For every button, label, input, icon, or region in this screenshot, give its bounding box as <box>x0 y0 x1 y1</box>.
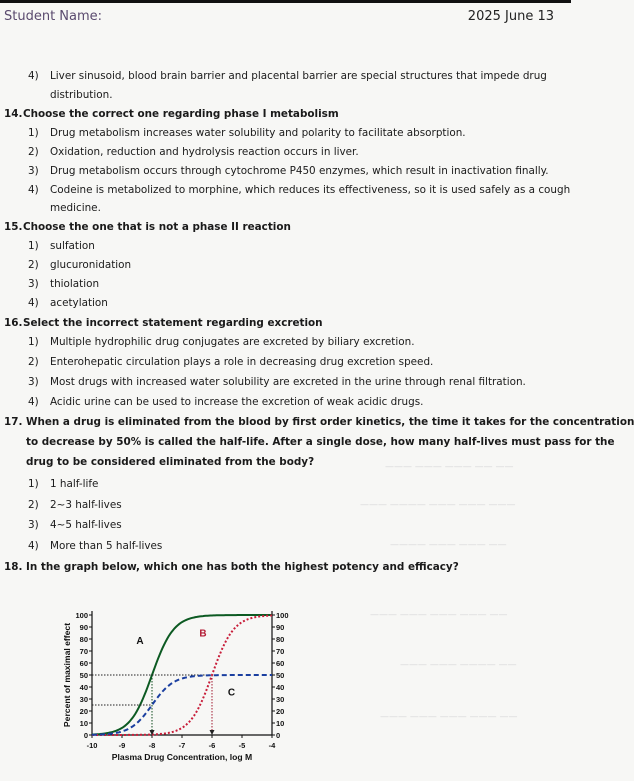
x-tick-label: -7 <box>178 741 186 750</box>
q14-option-4 <box>28 183 570 197</box>
carry-option-4-cont: distribution. <box>50 89 113 101</box>
option-number: 2) <box>28 356 39 368</box>
option-text: Oxidation, reduction and hydrolysis reaction occurs in liver. <box>50 146 359 158</box>
question-text: Choose the correct one regarding phase I metabolism <box>23 108 339 120</box>
y-tick-label-left: 50 <box>79 671 88 680</box>
question-text: In the graph below, which one has both the highest potency and efficacy? <box>26 561 459 573</box>
q16-option-3 <box>28 375 526 389</box>
question-14 <box>4 107 339 121</box>
y-tick-label-left: 30 <box>79 695 88 704</box>
option-number: 2) <box>28 499 39 511</box>
option-text: sulfation <box>50 240 95 252</box>
question-16 <box>4 316 323 330</box>
q17-option-1 <box>28 477 98 491</box>
option-text: Drug metabolism occurs through cytochrome P450 enzymes, which result in inactivation finally. <box>50 165 549 177</box>
option-text: glucuronidation <box>50 259 132 271</box>
option-text: Enterohepatic circulation plays a role in decreasing drug excretion speed. <box>50 356 434 368</box>
dose-response-chart <box>60 598 310 776</box>
q14-option-1 <box>28 126 466 140</box>
option-number: 4) <box>28 70 39 82</box>
q16-option-4 <box>28 395 423 409</box>
y-tick-label-right: 50 <box>276 671 285 680</box>
y-tick-label-left: 40 <box>79 683 88 692</box>
option-text: 4~5 half-lives <box>50 519 122 531</box>
bleed-through-text: ——— ———— ——— ——— ——— <box>360 500 516 510</box>
series-label-a: A <box>136 635 144 647</box>
y-tick-label-left: 100 <box>75 611 88 620</box>
q14-option-2 <box>28 145 359 159</box>
series-label-c: C <box>227 687 236 699</box>
option-text: acetylation <box>50 297 108 309</box>
question-number: 18. <box>4 561 23 573</box>
y-tick-label-left: 60 <box>79 659 88 668</box>
question-number: 17. <box>4 416 23 428</box>
exam-date: 2025 June 13 <box>467 9 554 24</box>
option-number: 4) <box>28 297 39 309</box>
option-number: 4) <box>28 396 39 408</box>
x-tick-label: -6 <box>208 741 216 750</box>
option-text: thiolation <box>50 278 100 290</box>
option-text: Drug metabolism increases water solubility and polarity to facilitate absorption. <box>50 127 466 139</box>
q15-option-4 <box>28 296 108 310</box>
question-17 <box>4 415 634 429</box>
y-tick-label-left: 0 <box>83 731 88 740</box>
option-text: Liver sinusoid, blood brain barrier and placental barrier are special structures that impede drug <box>50 70 547 82</box>
q16-option-2 <box>28 355 433 369</box>
option-number: 1) <box>28 336 39 348</box>
bleed-through-text: ——— ——— ———— —— <box>400 660 517 670</box>
student-name-label: Student Name: <box>4 9 103 24</box>
option-number: 4) <box>28 184 39 196</box>
question-text: Select the incorrect statement regarding excretion <box>23 317 323 329</box>
q15-option-1 <box>28 239 95 253</box>
option-text: Codeine is metabolized to morphine, which reduces its effectiveness, so it is used safely as a cough <box>50 184 571 196</box>
x-tick-label: -4 <box>268 741 276 750</box>
option-text: Multiple hydrophilic drug conjugates are excreted by biliary excretion. <box>50 336 415 348</box>
carry-option-4 <box>28 69 547 83</box>
question-number: 15. <box>4 221 23 233</box>
y-tick-label-right: 70 <box>276 647 285 656</box>
option-number: 3) <box>28 278 39 290</box>
y-tick-label-right: 0 <box>276 731 281 740</box>
y-tick-label-right: 10 <box>276 719 285 728</box>
ec50-arrowhead <box>210 730 215 735</box>
y-tick-label-left: 70 <box>79 647 88 656</box>
y-tick-label-right: 60 <box>276 659 285 668</box>
top-border <box>0 0 571 3</box>
question-text: Choose the one that is not a phase II reaction <box>23 221 291 233</box>
x-tick-label: -5 <box>238 741 246 750</box>
y-tick-label-right: 90 <box>276 623 285 632</box>
q14-option-3 <box>28 164 549 178</box>
y-tick-label-right: 20 <box>276 707 285 716</box>
x-tick-label: -10 <box>86 741 98 750</box>
option-number: 4) <box>28 540 39 552</box>
x-axis-label: Plasma Drug Concentration, log M <box>111 752 253 762</box>
bleed-through-text: ——— ——— ——— ——— —— <box>380 712 518 722</box>
question-number: 16. <box>4 317 23 329</box>
option-text: 1 half-life <box>50 478 99 490</box>
y-tick-label-left: 80 <box>79 635 88 644</box>
option-text: Acidic urine can be used to increase the excretion of weak acidic drugs. <box>50 396 424 408</box>
y-tick-label-left: 90 <box>79 623 88 632</box>
question-18 <box>4 560 459 574</box>
q15-option-3 <box>28 277 99 291</box>
option-number: 2) <box>28 259 39 271</box>
y-tick-label-right: 80 <box>276 635 285 644</box>
x-tick-label: -8 <box>148 741 156 750</box>
option-number: 1) <box>28 240 39 252</box>
series-label-b: B <box>199 628 207 640</box>
q15-option-2 <box>28 258 131 272</box>
q17-option-2 <box>28 498 122 512</box>
y-axis-label: Percent of maximal effect <box>62 622 72 728</box>
q16-option-1 <box>28 335 415 349</box>
q14-option-4-cont: medicine. <box>50 202 101 214</box>
option-number: 3) <box>28 519 39 531</box>
option-text: 2~3 half-lives <box>50 499 122 511</box>
question-17-line-2: to decrease by 50% is called the half-life. After a single dose, how many half-lives must pass for the <box>26 436 615 448</box>
y-tick-label-right: 100 <box>276 611 289 620</box>
option-number: 1) <box>28 478 39 490</box>
question-17-line-3: drug to be considered eliminated from the body? <box>26 456 315 468</box>
y-tick-label-left: 20 <box>79 707 88 716</box>
question-number: 14. <box>4 108 23 120</box>
option-number: 2) <box>28 146 39 158</box>
y-tick-label-right: 30 <box>276 695 285 704</box>
q17-option-4 <box>28 539 162 553</box>
bleed-through-text: ———— ——— ——— —— <box>390 540 507 550</box>
y-tick-label-right: 40 <box>276 683 285 692</box>
q17-option-3 <box>28 518 122 532</box>
option-text: Most drugs with increased water solubility are excreted in the urine through renal filtration. <box>50 376 526 388</box>
bleed-through-text: ——— ——— ——— —— —— <box>385 462 514 472</box>
question-15 <box>4 220 291 234</box>
option-number: 1) <box>28 127 39 139</box>
option-text: More than 5 half-lives <box>50 540 163 552</box>
option-number: 3) <box>28 165 39 177</box>
question-text: When a drug is eliminated from the blood by first order kinetics, the time it takes for the concentration <box>26 416 634 428</box>
bleed-through-text: ——— ——— ——— ——— —— <box>370 610 508 620</box>
option-number: 3) <box>28 376 39 388</box>
y-tick-label-left: 10 <box>79 719 88 728</box>
x-tick-label: -9 <box>118 741 126 750</box>
